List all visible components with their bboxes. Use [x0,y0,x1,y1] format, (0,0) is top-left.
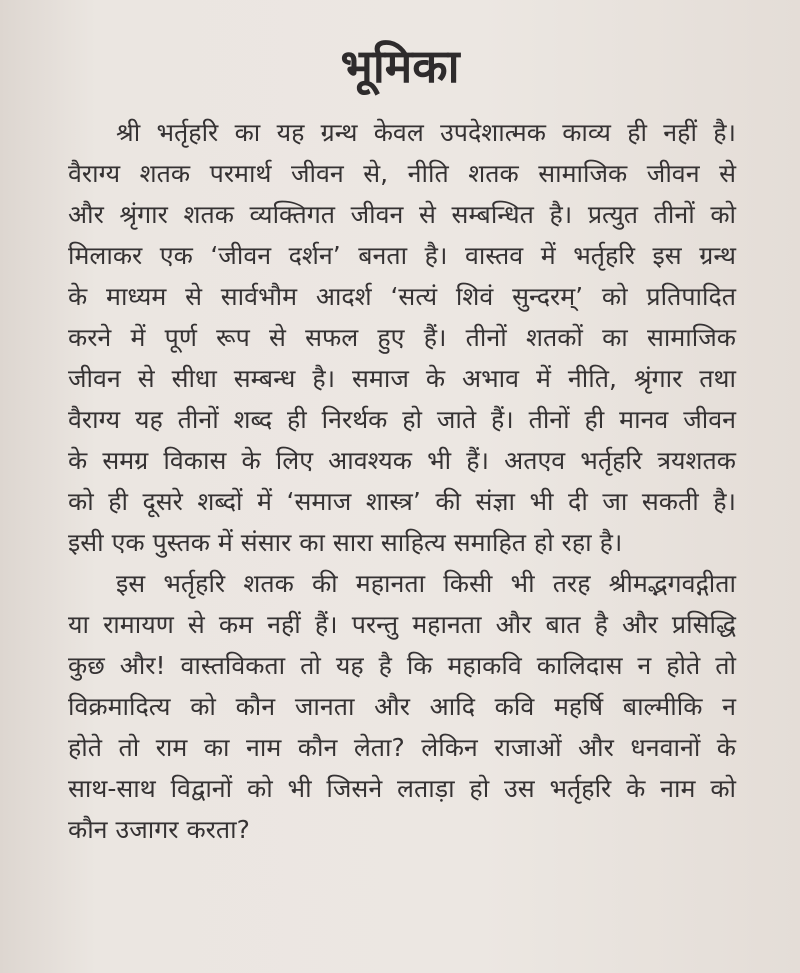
text-line: वैराग्य यह तीनों शब्द ही निरर्थक हो जाते हैं। तीनों ही मानव जीवन [68,405,736,434]
body-text [68,112,736,850]
text-line: या रामायण से कम नहीं हैं। परन्तु महानता और बात है और प्रसिद्धि [68,610,736,639]
text-line: करने में पूर्ण रूप से सफल हुए हैं। तीनों शतकों का सामाजिक [68,323,736,352]
text-line: इसी एक पुस्तक में संसार का सारा साहित्य समाहित हो रहा है। [68,528,623,557]
text-line: इस भर्तृहरि शतक की महानता किसी भी तरह श्रीमद्भगवद्गीता [116,569,736,598]
text-line: जीवन से सीधा सम्बन्ध है। समाज के अभाव में नीति, श्रृंगार तथा [68,364,736,393]
text-line: और श्रृंगार शतक व्यक्तिगत जीवन से सम्बन्धित है। प्रत्युत तीनों को [68,200,736,229]
text-line: मिलाकर एक ‘जीवन दर्शन’ बनता है। वास्तव में भर्तृहरि इस ग्रन्थ [68,241,736,270]
text-line: को ही दूसरे शब्दों में ‘समाज शास्त्र’ की संज्ञा भी दी जा सकती है। [68,487,736,516]
text-line: साथ-साथ विद्वानों को भी जिसने लताड़ा हो उस भर्तृहरि के नाम को [68,774,736,803]
text-line: होते तो राम का नाम कौन लेता? लेकिन राजाओं और धनवानों के [68,733,736,762]
paragraph-1 [68,112,736,563]
text-line: वैराग्य शतक परमार्थ जीवन से, नीति शतक सामाजिक जीवन से [68,159,736,188]
text-line: कुछ और! वास्तविकता तो यह है कि महाकवि कालिदास न होते तो [68,651,736,680]
text-line: के समग्र विकास के लिए आवश्यक भी हैं। अतएव भर्तृहरि त्रयशतक [68,446,736,475]
page-title: भूमिका [340,39,460,93]
paragraph-2 [68,563,736,850]
text-line: विक्रमादित्य को कौन जानता और आदि कवि महर्षि बाल्मीकि न [68,692,736,721]
text-line: श्री भर्तृहरि का यह ग्रन्थ केवल उपदेशात्मक काव्य ही नहीं है। [116,118,736,147]
text-line: के माध्यम से सार्वभौम आदर्श ‘सत्यं शिवं सुन्दरम्’ को प्रतिपादित [68,282,736,311]
text-line: कौन उजागर करता? [68,815,250,844]
